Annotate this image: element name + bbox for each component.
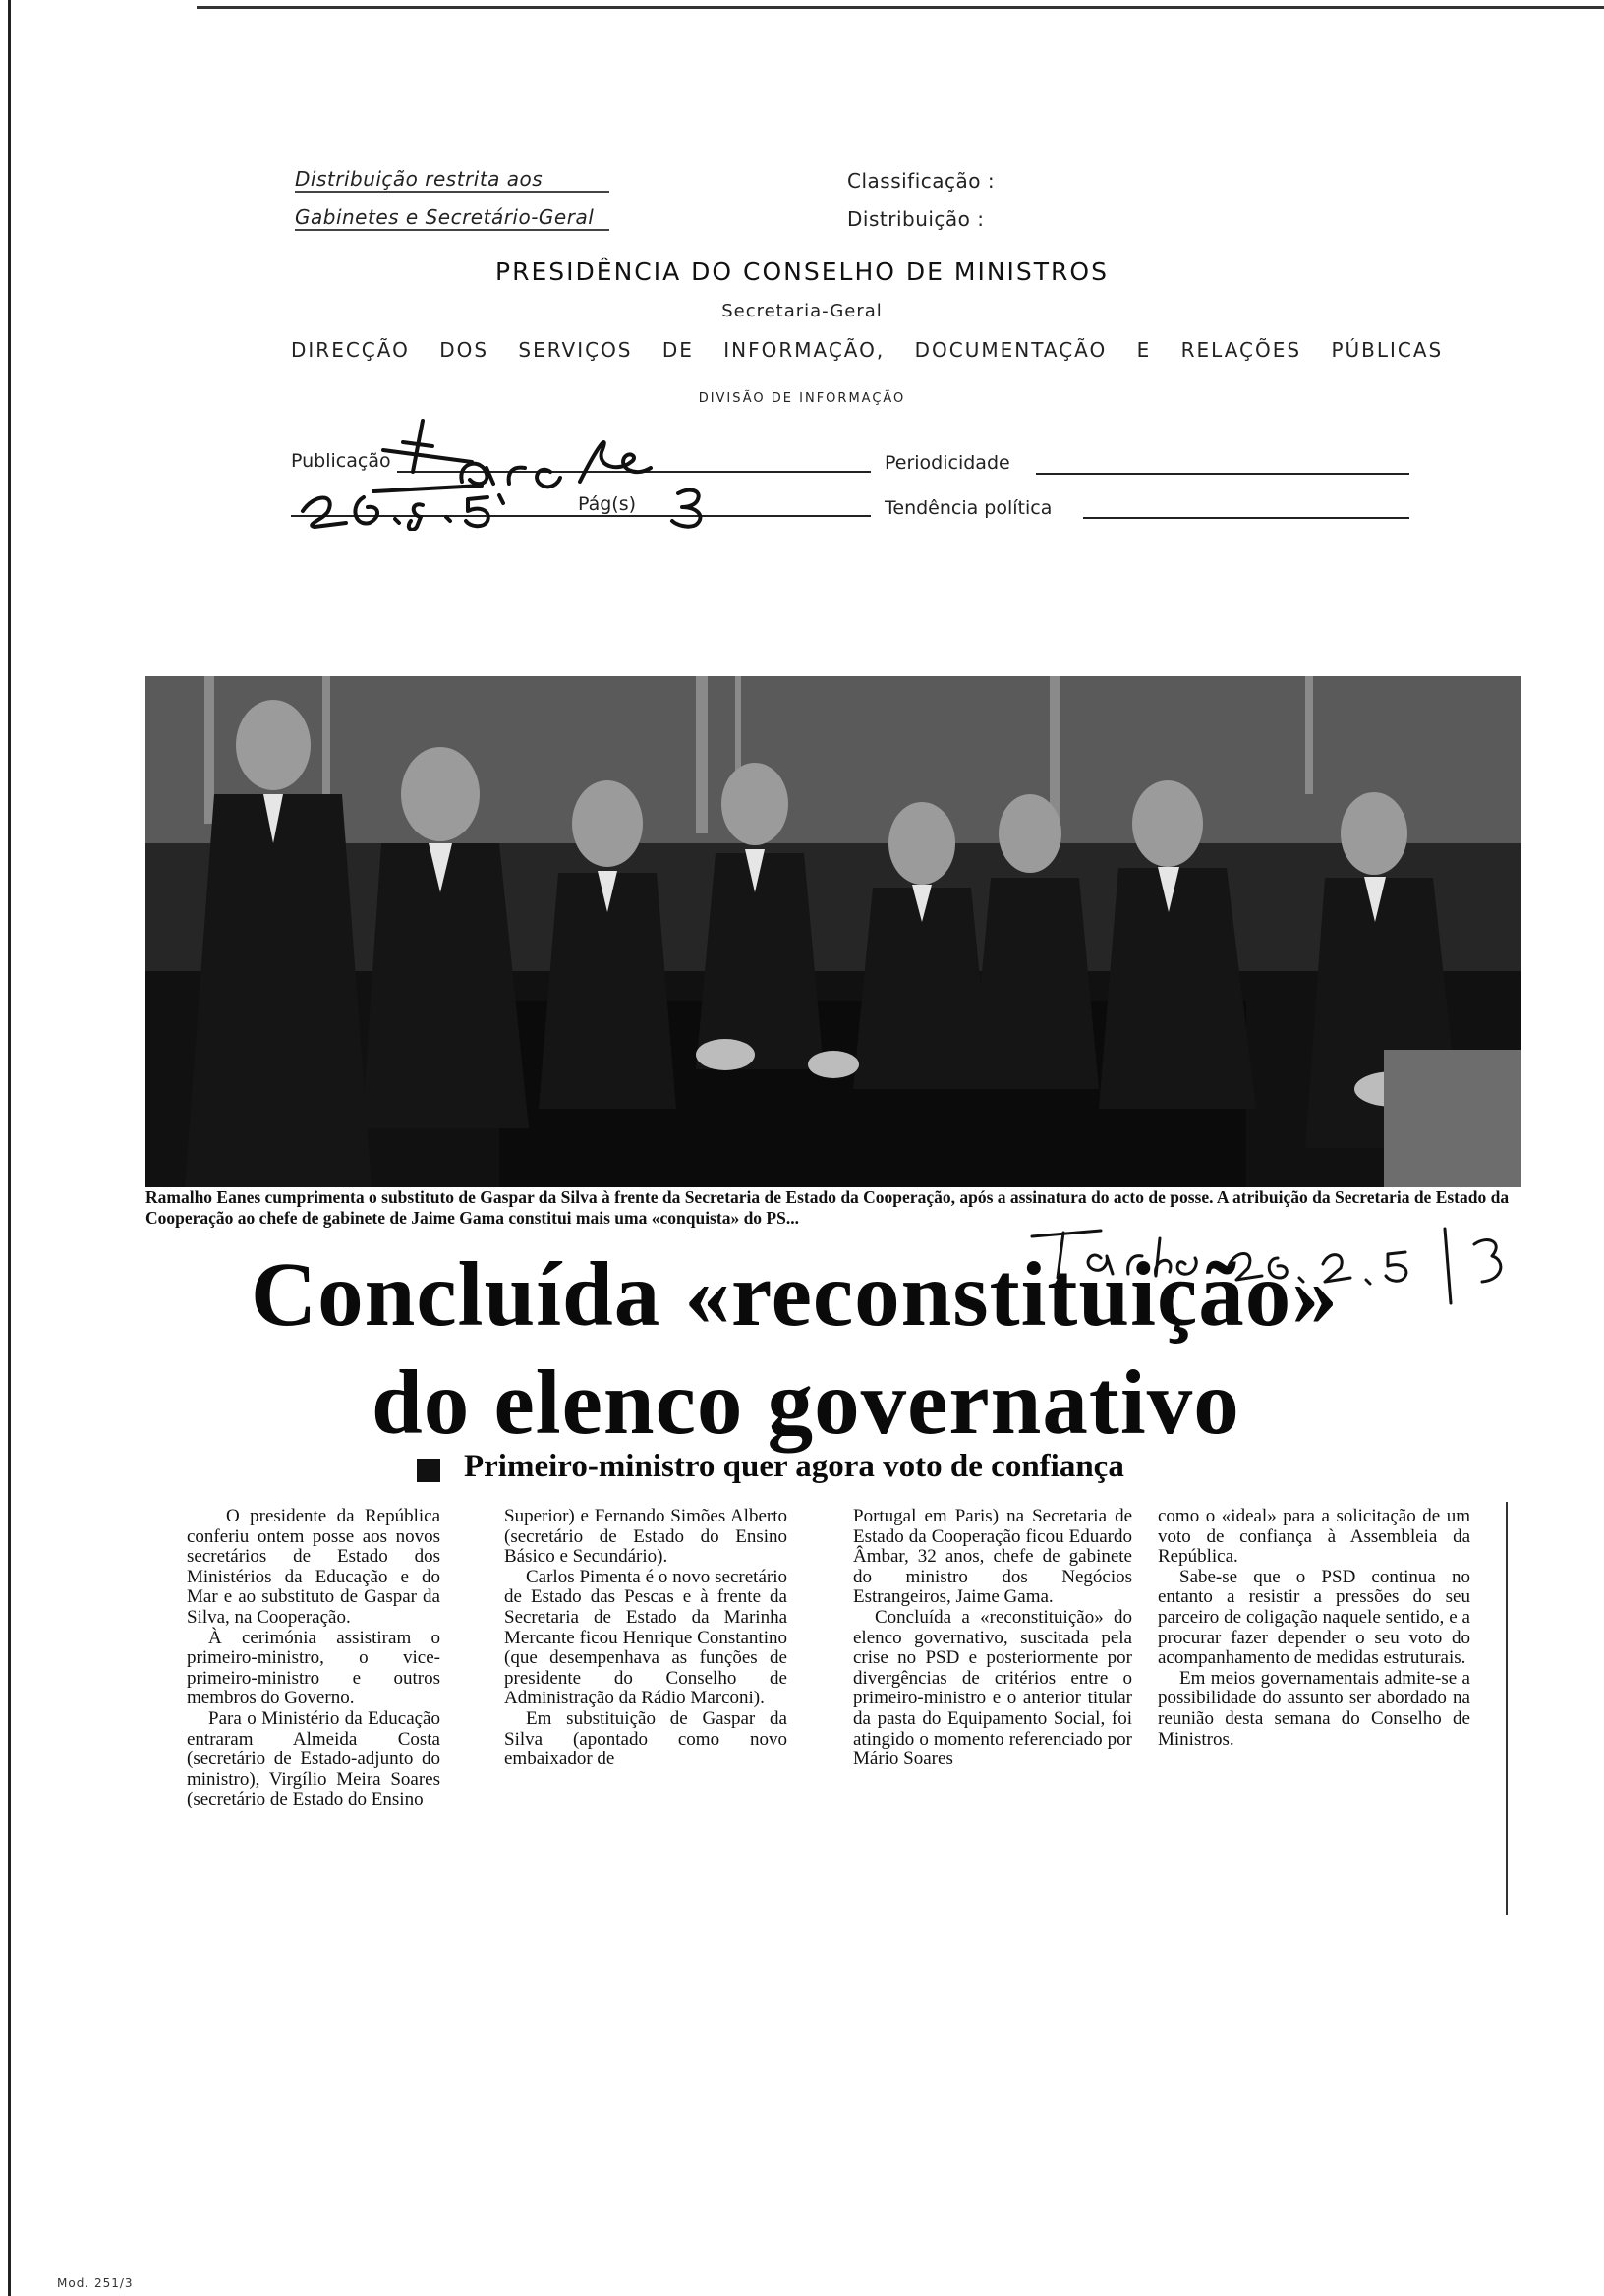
subheadline: Primeiro-ministro quer agora voto de confiança: [464, 1449, 1124, 1484]
col4-paragraph: Sabe-se que o PSD continua no entanto a resistir a pressões do seu parceiro de coligação naquele sentido, e a procurar fazer depender o seu voto do acompanhamento de medidas estruturais.: [1158, 1566, 1470, 1669]
department-name: DIRECÇÃO DOS SERVIÇOS DE INFORMAÇÃO, DOCUMENTAÇÃO E RELAÇÕES PÚBLICAS: [291, 338, 1444, 362]
col3-paragraph: Portugal em Paris) na Secretaria de Estado da Cooperação ficou Eduardo Âmbar, 32 anos, chefe de gabinete do ministro dos Negócios Estrangeiros, Jaime Gama.: [853, 1506, 1132, 1608]
periodicity-label: Periodicidade: [885, 452, 1010, 474]
headline-line2: do elenco governativo: [372, 1352, 1240, 1454]
org-subtitle: Secretaria-Geral: [721, 301, 883, 321]
political-tendency-field-line: [1083, 517, 1409, 519]
article-column-1: [187, 1507, 440, 1810]
col2-paragraph: Superior) e Fernando Simões Alberto (secretário de Estado do Ensino Básico e Secundário).: [504, 1506, 787, 1568]
article-column-3: [853, 1507, 1132, 1770]
page-top-rule: [197, 6, 1604, 9]
distribution-label: Distribuição :: [847, 207, 985, 231]
col1-paragraph: Para o Ministério da Educação entraram Almeida Costa (secretário de Estado-adjunto do ministro), Virgílio Meira Soares (secretário de Estado do Ensino: [187, 1707, 440, 1810]
col1-paragraph: À cerimónia assistiram o primeiro-ministro, o vice-primeiro-ministro e outros membros do Governo.: [187, 1627, 440, 1709]
article-column-4: [1158, 1507, 1470, 1750]
publication-label: Publicação: [291, 450, 391, 472]
classification-label: Classificação :: [847, 169, 996, 193]
subheadline-bullet: [417, 1459, 440, 1482]
distribution-note-line2: Gabinetes e Secretário-Geral: [295, 205, 609, 231]
clipping-right-edge: [1506, 1502, 1508, 1915]
col2-paragraph: Em substituição de Gaspar da Silva (apontado como novo embaixador de: [504, 1707, 787, 1770]
distribution-note-line1: Distribuição restrita aos: [295, 167, 609, 193]
photo-caption: Ramalho Eanes cumprimenta o substituto de Gaspar da Silva à frente da Secretaria de Estado da Cooperação, após a assinatura do acto de posse. A atribuição da Secretaria de Estado da Cooperação ao chefe de gabinete de Jaime Gama constitui mais uma «conquista» do PS...: [145, 1187, 1510, 1228]
col2-paragraph: Carlos Pimenta é o novo secretário de Estado das Pescas e à frente da Secretaria de Estado da Marinha Mercante ficou Henrique Constantino (que desempenhava as funções de presidente do Conselho de Administração da Rádio Marconi).: [504, 1566, 787, 1709]
page-label: Pág(s): [578, 493, 637, 515]
page-left-rule: [8, 0, 11, 2296]
col4-paragraph: como o «ideal» para a solicitação de um voto de confiança à Assembleia da República.: [1158, 1506, 1470, 1568]
handwritten-form-entries: [285, 403, 894, 531]
periodicity-field-line: [1036, 473, 1409, 475]
headline-line1: Concluída «reconstituição»: [251, 1244, 1339, 1346]
col3-paragraph: Concluída a «reconstituição» do elenco governativo, suscitada pela crise no PSD e posteriormente por divergências de critérios entre o primeiro-ministro e o anterior titular da pasta do Equipamento Social, foi atingido o momento referenciado por Mário Soares: [853, 1606, 1132, 1770]
form-code: Mod. 251/3: [57, 2276, 134, 2290]
col1-paragraph: O presidente da República conferiu ontem posse aos novos secretários de Estado dos Ministérios da Educação e do Mar e ao substituto de Gaspar da Silva, na Cooperação.: [187, 1506, 440, 1628]
news-photo: [145, 676, 1521, 1187]
col4-paragraph: Em meios governamentais admite-se a possibilidade do assunto ser abordado na reunião desta semana do Conselho de Ministros.: [1158, 1667, 1470, 1750]
photo-scene: [145, 676, 1521, 1187]
article-column-2: [504, 1507, 787, 1770]
division-name: DIVISÃO DE INFORMAÇÃO: [698, 391, 906, 406]
political-tendency-label: Tendência política: [885, 497, 1053, 519]
org-title: PRESIDÊNCIA DO CONSELHO DE MINISTROS: [495, 258, 1109, 286]
